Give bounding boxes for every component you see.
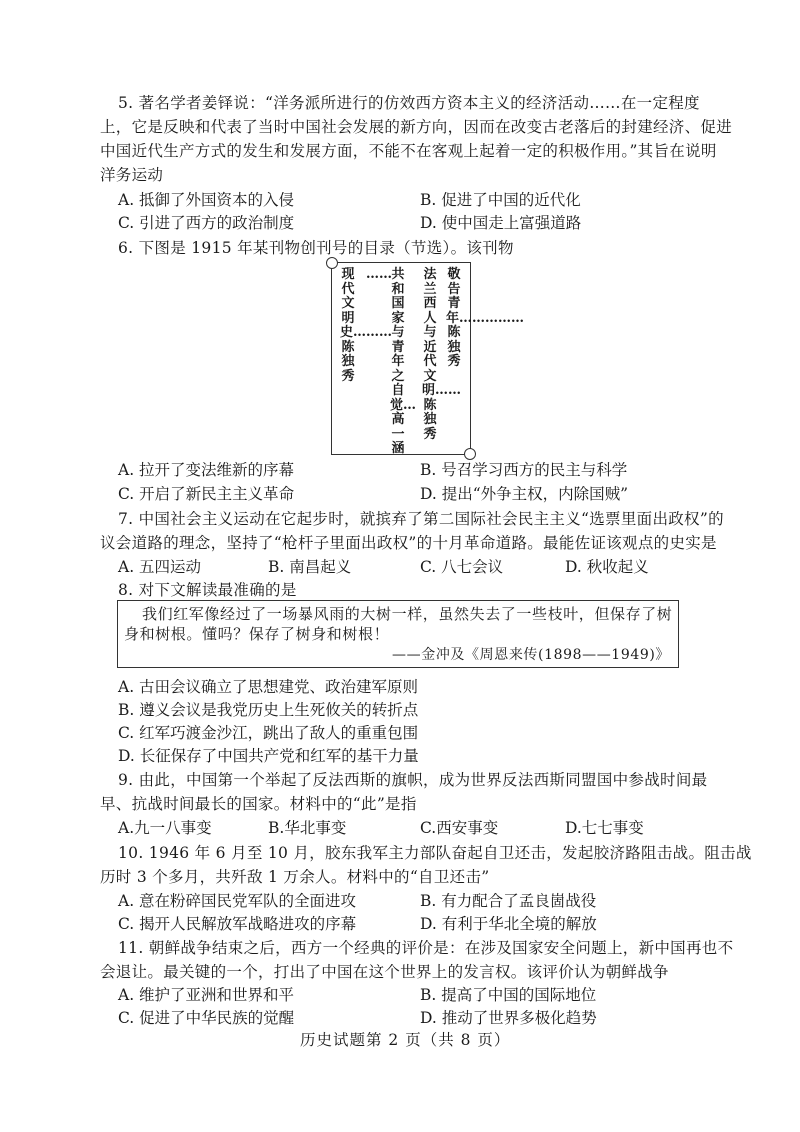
toc-entry-5: 现代文明史………陈独秀 (340, 267, 393, 384)
toc-entry-2: 法兰西人与近代文明……陈独秀 (422, 267, 462, 442)
q7-option-c: C. 八七会议 (420, 558, 504, 576)
toc-entry-ellipsis: …… (366, 267, 392, 282)
q7-stem-line2: 议会道路的理念，坚持了“枪杆子里面出政权”的十月革命道路。最能佐证该观点的史实是 (100, 534, 717, 552)
q9-option-c: C.西安事变 (420, 819, 499, 837)
q11-option-c: C. 促进了中华民族的觉醒 (118, 1009, 295, 1027)
q8-option-c: C. 红军巧渡金沙江，跳出了敌人的重重包围 (118, 724, 419, 742)
q6-option-c: C. 开启了新民主主义革命 (118, 485, 295, 503)
q7-stem-line1: 7. 中国社会主义运动在它起步时，就摈弃了第二国际社会民主主义“选票里面出政权”的 (118, 510, 724, 528)
page-footer: 历史试题第 2 页（共 8 页） (300, 1031, 511, 1049)
q8-option-d: D. 长征保存了中国共产党和红军的基干力量 (118, 747, 419, 765)
q9-stem-line1: 9. 由此，中国第一个举起了反法西斯的旗帜，成为世界反法西斯同盟国中参战时间最 (118, 771, 708, 789)
q11-stem-line1: 11. 朝鲜战争结束之后，西方一个经典的评价是：在涉及国家安全问题上，新中国再也不 (118, 939, 734, 957)
q5-option-d: D. 使中国走上富强道路 (420, 214, 582, 232)
q7-option-d: D. 秋收起义 (565, 558, 649, 576)
q5-option-c: C. 引进了西方的政治制度 (118, 214, 295, 232)
q11-option-d: D. 推动了世界多极化趋势 (420, 1009, 597, 1027)
q7-option-b: B. 南昌起义 (268, 558, 352, 576)
q11-option-b: B. 提高了中国的国际地位 (420, 986, 597, 1004)
q7-option-a: A. 五四运动 (118, 558, 202, 576)
q8-quote-box (117, 600, 679, 668)
q8-option-b: B. 遵义会议是我党历史上生死攸关的转折点 (118, 701, 419, 719)
q10-option-b: B. 有力配合了孟良崮战役 (420, 892, 597, 910)
q10-stem-line2: 历时 3 个多月，共歼敌 1 万余人。材料中的“自卫还击” (100, 868, 490, 886)
q5-option-b: B. 促进了中国的近代化 (420, 191, 581, 209)
q9-stem-line2: 早、抗战时间最长的国家。材料中的“此”是指 (100, 795, 417, 813)
q5-stem-line2: 上，它是反映和代表了当时中国社会发展的新方向，因而在改变古老落后的封建经济、促进 (100, 118, 733, 136)
q10-option-a: A. 意在粉碎国民党军队的全面进攻 (118, 892, 357, 910)
q6-option-a: A. 拉开了变法维新的序幕 (118, 461, 295, 479)
q5-stem-line3: 中国近代生产方式的发生和发展方面，不能不在客观上起着一定的积极作用。”其旨在说明 (100, 142, 717, 160)
toc-entry-1: 敬告青年……………陈独秀 (446, 267, 525, 369)
q5-stem-line1: 5. 著名学者姜铎说：“洋务派所进行的仿效西方资本主义的经济活动……在一定程度 (118, 94, 700, 112)
q8-stem: 8. 对下文解读最准确的是 (118, 581, 297, 599)
q6-option-b: B. 号召学习西方的民主与科学 (420, 461, 628, 479)
toc-entry-3: 共和国家与青年之自觉…高一涵 (390, 267, 417, 456)
q10-option-c: C. 揭开人民解放军战略进攻的序幕 (118, 915, 357, 933)
q9-option-b: B.华北事变 (268, 819, 347, 837)
q9-option-d: D.七七事变 (565, 819, 644, 837)
q10-option-d: D. 有利于华北全境的解放 (420, 915, 597, 933)
q8-option-a: A. 古田会议确立了思想建党、政治建军原则 (118, 678, 419, 696)
q11-stem-line2: 会退让。最关键的一个，打出了中国在这个世界上的发言权。该评价认为朝鲜战争 (100, 963, 669, 981)
q6-option-d: D. 提出“外争主权，内除国贼” (420, 485, 629, 503)
q6-stem: 6. 下图是 1915 年某刊物创刊号的目录（节选）。该刊物 (118, 239, 514, 257)
q8-quote-line2: 身和树根。懂吗？保存了树身和树根！ (124, 625, 390, 643)
q11-option-a: A. 维护了亚洲和世界和平 (118, 986, 295, 1004)
q8-quote-line1: 我们红军像经过了一场暴风雨的大树一样，虽然失去了一些枝叶，但保存了树 (142, 605, 673, 623)
q5-option-a: A. 抵御了外国资本的入侵 (118, 191, 295, 209)
magazine-toc-figure (331, 262, 525, 456)
q9-option-a: A.九一八事变 (118, 819, 212, 837)
q10-stem-line1: 10. 1946 年 6 月至 10 月，胶东我军主力部队奋起自卫还击，发起胶济路阻击战。阻击战 (118, 844, 752, 862)
q5-stem-line4: 洋务运动 (100, 166, 164, 184)
q8-quote-source: ——金冲及《周恩来传(1898——1949)》 (392, 647, 670, 663)
